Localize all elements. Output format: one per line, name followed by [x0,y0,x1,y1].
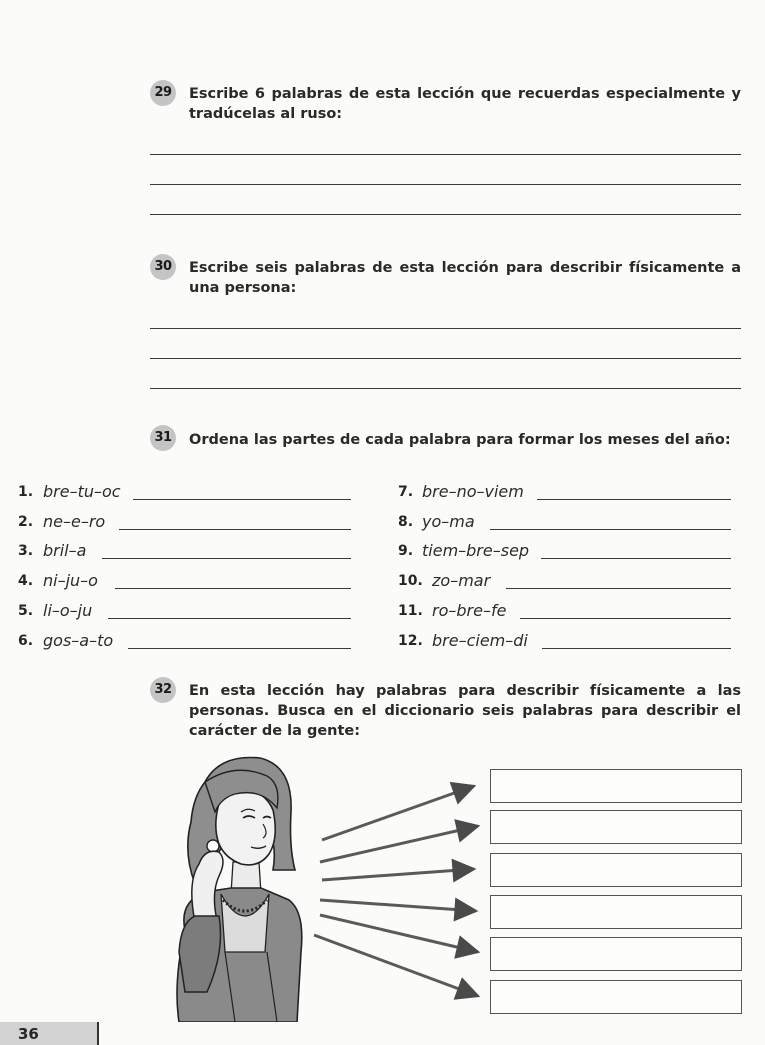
answer-box-5[interactable] [490,937,742,971]
page-number: 36 [18,1025,39,1043]
scrambled-word: zo–mar [432,571,491,590]
scrambled-word: ro–bre–fe [432,601,507,620]
item-number: 1. [18,484,34,500]
exercise-29-instruction: Escribe 6 palabras de esta lección que recuerdas especialmente y tradúcelas al ruso: [189,86,741,122]
answer-box-6[interactable] [490,980,742,1014]
exercise-number-31: 31 [150,425,176,451]
answer-box-1[interactable] [490,769,742,803]
item-number: 6. [18,633,34,649]
exercise-number-32: 32 [150,677,176,703]
exercise-31-instruction: Ordena las partes de cada palabra para formar los meses del año: [189,432,731,448]
scrambled-word: li–o–ju [43,601,93,620]
exercise-30-instruction: Escribe seis palabras de esta lección para describir físicamente a una persona: [189,260,741,296]
page-number-tab [0,1022,99,1045]
scrambled-word: bre–no–viem [422,482,524,501]
item-number: 10. [398,573,423,589]
item-number: 5. [18,603,34,619]
exercise-number-30: 30 [150,254,176,280]
answer-box-3[interactable] [490,853,742,887]
scrambled-word: yo–ma [422,512,475,531]
item-number: 11. [398,603,423,619]
item-number: 12. [398,633,423,649]
answer-box-2[interactable] [490,810,742,844]
scrambled-word: bre–ciem–di [432,631,528,650]
scrambled-word: ne–e–ro [43,512,106,531]
item-number: 4. [18,573,34,589]
exercise-number-29: 29 [150,80,176,106]
item-number: 3. [18,543,34,559]
scrambled-word: tiem–bre–sep [422,541,530,560]
item-number: 2. [18,514,34,530]
scrambled-word: gos–a–to [43,631,114,650]
scrambled-word: bril–a [43,541,87,560]
arrow-4 [320,900,476,911]
answer-box-4[interactable] [490,895,742,929]
scrambled-word: bre–tu–oc [43,482,121,501]
arrow-3 [322,869,474,880]
item-number: 8. [398,514,414,530]
item-number: 9. [398,543,414,559]
item-number: 7. [398,484,414,500]
exercise-32-instruction: En esta lección hay palabras para describir físicamente a las personas. Busca en el diccionario seis palabras para describir el carácter de la gente: [189,683,741,739]
scrambled-word: ni–ju–o [43,571,98,590]
arrow-6 [314,935,478,996]
